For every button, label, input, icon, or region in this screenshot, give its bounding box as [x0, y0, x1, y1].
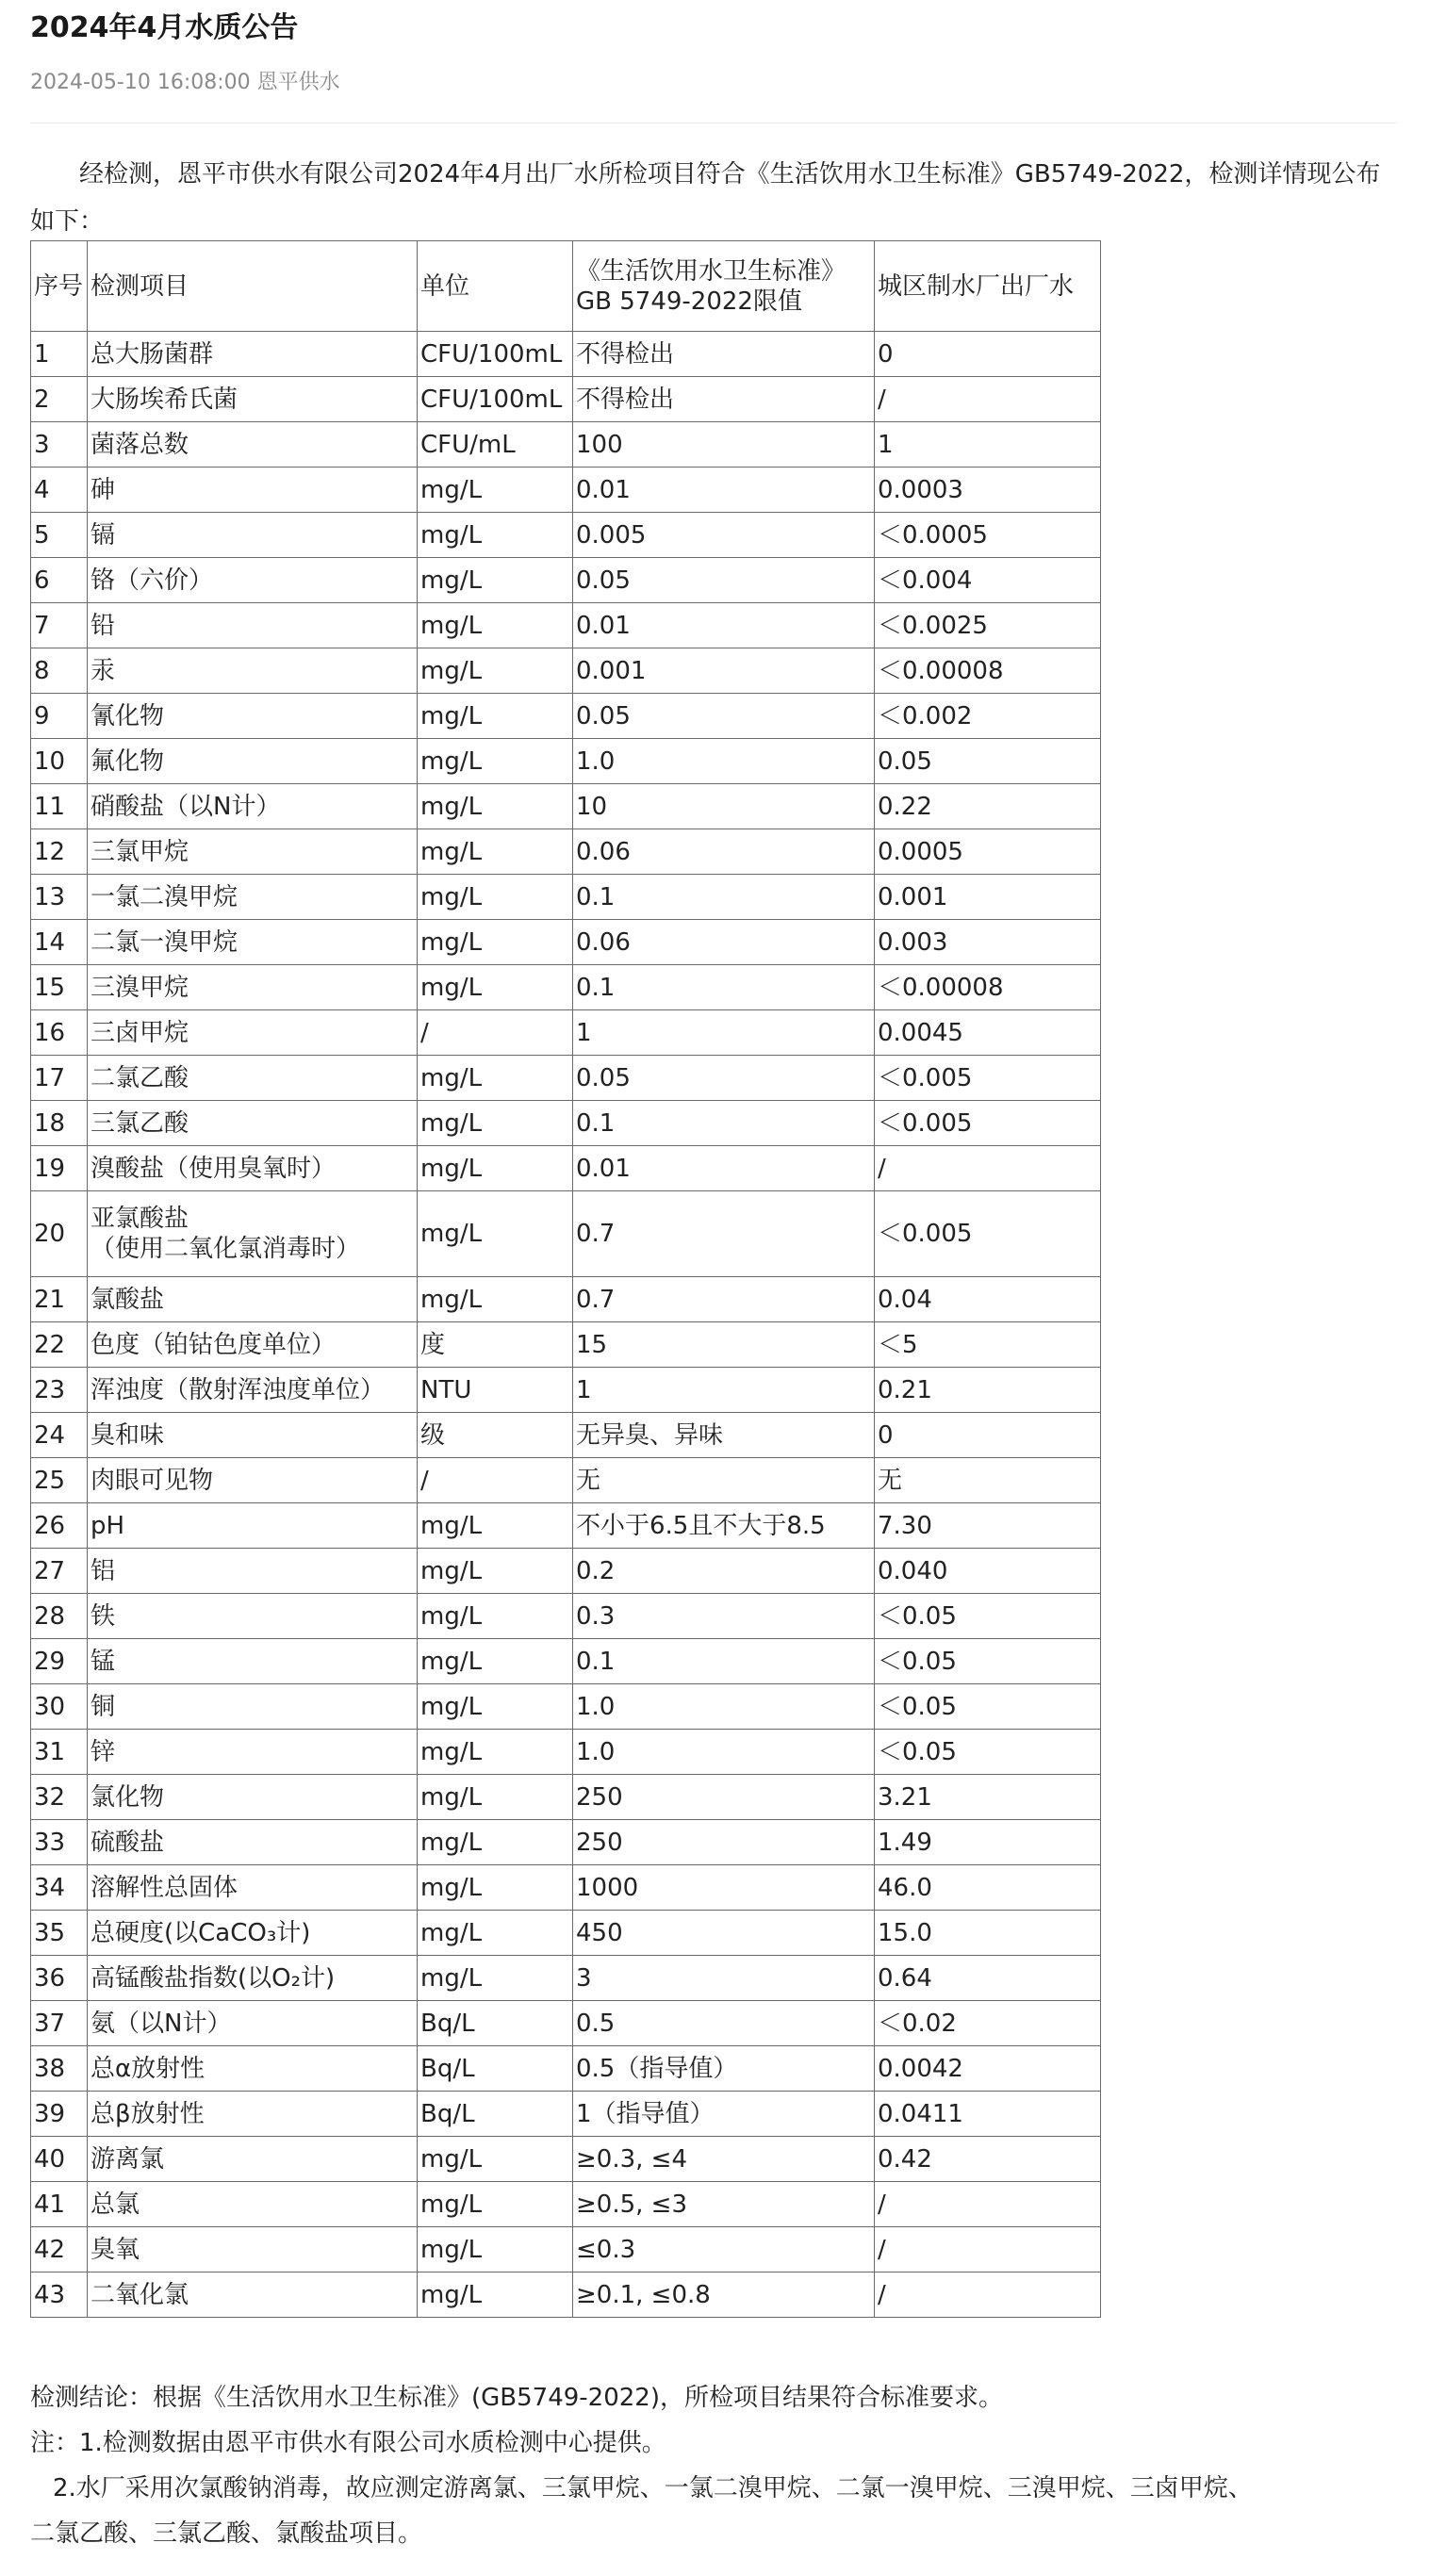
- cell-result: ＜0.005: [875, 1101, 1101, 1146]
- header-limit-line2: GB 5749-2022限值: [576, 287, 802, 316]
- table-row: [31, 1146, 1101, 1191]
- cell-unit: mg/L: [418, 648, 573, 694]
- cell-limit: ≥0.1, ≤0.8: [573, 2272, 875, 2318]
- cell-result: ＜0.02: [875, 2001, 1101, 2046]
- cell-unit: Bq/L: [418, 2092, 573, 2137]
- cell-limit: 1: [573, 1368, 875, 1413]
- cell-limit: 0.1: [573, 1101, 875, 1146]
- table-row: [31, 1056, 1101, 1101]
- cell-limit: 0.05: [573, 694, 875, 739]
- cell-item: 锰: [88, 1639, 418, 1684]
- cell-item: 色度（铂钴色度单位）: [88, 1322, 418, 1368]
- cell-index: 10: [31, 739, 88, 784]
- table-row: [31, 468, 1101, 513]
- cell-limit: 0.2: [573, 1549, 875, 1594]
- cell-limit: 1: [573, 1010, 875, 1056]
- cell-unit: mg/L: [418, 1146, 573, 1191]
- cell-index: 16: [31, 1010, 88, 1056]
- cell-unit: mg/L: [418, 468, 573, 513]
- cell-index: 12: [31, 829, 88, 875]
- cell-result: ＜0.00008: [875, 648, 1101, 694]
- cell-unit: mg/L: [418, 739, 573, 784]
- cell-item: 三卤甲烷: [88, 1010, 418, 1056]
- cell-limit: ≥0.5, ≤3: [573, 2182, 875, 2227]
- cell-limit: 0.01: [573, 1146, 875, 1191]
- table-row: [31, 1639, 1101, 1684]
- cell-item: 二氯乙酸: [88, 1056, 418, 1101]
- cell-limit: 不得检出: [573, 377, 875, 422]
- header-unit: 单位: [418, 241, 573, 332]
- cell-limit: 1000: [573, 1865, 875, 1911]
- cell-unit: mg/L: [418, 1820, 573, 1865]
- cell-index: 15: [31, 965, 88, 1010]
- table-row: [31, 1322, 1101, 1368]
- cell-index: 18: [31, 1101, 88, 1146]
- cell-item: 锌: [88, 1730, 418, 1775]
- cell-limit: 无: [573, 1458, 875, 1503]
- cell-result: ＜0.05: [875, 1594, 1101, 1639]
- cell-limit: 1（指导值）: [573, 2092, 875, 2137]
- cell-item: 肉眼可见物: [88, 1458, 418, 1503]
- cell-unit: mg/L: [418, 1684, 573, 1730]
- conclusion-text: 检测结论：根据《生活饮用水卫生标准》(GB5749-2022)，所检项目结果符合标准要求。: [30, 2384, 1003, 2412]
- table-row: [31, 1191, 1101, 1277]
- table-row: [31, 2001, 1101, 2046]
- cell-item: 铁: [88, 1594, 418, 1639]
- table-row: [31, 513, 1101, 558]
- table-row: [31, 875, 1101, 920]
- cell-index: 2: [31, 377, 88, 422]
- cell-unit: 级: [418, 1413, 573, 1458]
- cell-index: 20: [31, 1191, 88, 1277]
- cell-result: 0.05: [875, 739, 1101, 784]
- cell-item: 镉: [88, 513, 418, 558]
- table-row: [31, 1413, 1101, 1458]
- cell-index: 42: [31, 2227, 88, 2272]
- cell-limit: 0.5: [573, 2001, 875, 2046]
- cell-unit: mg/L: [418, 603, 573, 648]
- cell-index: 34: [31, 1865, 88, 1911]
- cell-limit: 0.01: [573, 603, 875, 648]
- cell-item: 溴酸盐（使用臭氧时）: [88, 1146, 418, 1191]
- table-row: [31, 965, 1101, 1010]
- cell-limit: 不得检出: [573, 332, 875, 377]
- cell-item: 浑浊度（散射浑浊度单位）: [88, 1368, 418, 1413]
- cell-item: 铜: [88, 1684, 418, 1730]
- cell-result: 7.30: [875, 1503, 1101, 1549]
- cell-result: /: [875, 2227, 1101, 2272]
- cell-result: /: [875, 2182, 1101, 2227]
- cell-result: /: [875, 1146, 1101, 1191]
- cell-result: 0.04: [875, 1277, 1101, 1322]
- cell-unit: CFU/100mL: [418, 377, 573, 422]
- cell-unit: mg/L: [418, 965, 573, 1010]
- cell-result: 0.42: [875, 2137, 1101, 2182]
- cell-index: 37: [31, 2001, 88, 2046]
- table-row: [31, 1820, 1101, 1865]
- cell-item: 硫酸盐: [88, 1820, 418, 1865]
- cell-result: ＜0.05: [875, 1684, 1101, 1730]
- table-row: [31, 1775, 1101, 1820]
- cell-item: 二氯一溴甲烷: [88, 920, 418, 965]
- cell-index: 17: [31, 1056, 88, 1101]
- cell-item: 铅: [88, 603, 418, 648]
- cell-unit: mg/L: [418, 1549, 573, 1594]
- cell-unit: mg/L: [418, 694, 573, 739]
- cell-item: 氯化物: [88, 1775, 418, 1820]
- table-row: [31, 1684, 1101, 1730]
- table-row: [31, 603, 1101, 648]
- cell-index: 14: [31, 920, 88, 965]
- cell-index: 40: [31, 2137, 88, 2182]
- cell-unit: mg/L: [418, 558, 573, 603]
- cell-index: 26: [31, 1503, 88, 1549]
- table-row: [31, 422, 1101, 468]
- cell-item: 总氯: [88, 2182, 418, 2227]
- cell-limit: 0.01: [573, 468, 875, 513]
- cell-index: 19: [31, 1146, 88, 1191]
- cell-result: 0: [875, 1413, 1101, 1458]
- table-row: [31, 1956, 1101, 2001]
- table-row: [31, 2092, 1101, 2137]
- cell-index: 6: [31, 558, 88, 603]
- cell-limit: 100: [573, 422, 875, 468]
- cell-limit: 0.3: [573, 1594, 875, 1639]
- cell-index: 31: [31, 1730, 88, 1775]
- cell-limit: 0.06: [573, 920, 875, 965]
- cell-index: 11: [31, 784, 88, 829]
- cell-result: ＜0.005: [875, 1056, 1101, 1101]
- table-row: [31, 784, 1101, 829]
- cell-item: 溶解性总固体: [88, 1865, 418, 1911]
- cell-result: ＜0.0005: [875, 513, 1101, 558]
- cell-unit: mg/L: [418, 1594, 573, 1639]
- cell-unit: /: [418, 1458, 573, 1503]
- cell-result: ＜0.05: [875, 1730, 1101, 1775]
- note-1: 注：1.检测数据由恩平市供水有限公司水质检测中心提供。: [30, 2429, 666, 2457]
- cell-limit: 0.7: [573, 1191, 875, 1277]
- table-row: [31, 1101, 1101, 1146]
- water-quality-table: [30, 240, 1101, 2318]
- cell-limit: 450: [573, 1911, 875, 1956]
- cell-index: 28: [31, 1594, 88, 1639]
- cell-result: 0.001: [875, 875, 1101, 920]
- cell-unit: mg/L: [418, 920, 573, 965]
- cell-unit: NTU: [418, 1368, 573, 1413]
- cell-unit: mg/L: [418, 1775, 573, 1820]
- cell-limit: 0.5（指导值）: [573, 2046, 875, 2092]
- cell-index: 29: [31, 1639, 88, 1684]
- conclusion-block: [30, 2375, 1416, 2556]
- cell-index: 9: [31, 694, 88, 739]
- table-row: [31, 2227, 1101, 2272]
- cell-item: 总α放射性: [88, 2046, 418, 2092]
- cell-result: ＜0.002: [875, 694, 1101, 739]
- cell-unit: mg/L: [418, 1639, 573, 1684]
- cell-item: 氨（以N计）: [88, 2001, 418, 2046]
- cell-item: 总β放射性: [88, 2092, 418, 2137]
- cell-result: ＜0.00008: [875, 965, 1101, 1010]
- cell-index: 13: [31, 875, 88, 920]
- table-row: [31, 1368, 1101, 1413]
- table-row: [31, 1503, 1101, 1549]
- table-row: [31, 1730, 1101, 1775]
- cell-result: 0.003: [875, 920, 1101, 965]
- cell-result: 0.0003: [875, 468, 1101, 513]
- cell-item: 游离氯: [88, 2137, 418, 2182]
- cell-limit: 1.0: [573, 739, 875, 784]
- cell-unit: Bq/L: [418, 2046, 573, 2092]
- cell-item: 汞: [88, 648, 418, 694]
- cell-item: [88, 1191, 418, 1277]
- table-row: [31, 1594, 1101, 1639]
- cell-item: 总硬度(以CaCO₃计): [88, 1911, 418, 1956]
- page-title: 2024年4月水质公告: [30, 11, 299, 44]
- table-row: [31, 648, 1101, 694]
- cell-limit: 1.0: [573, 1730, 875, 1775]
- cell-limit: 无异臭、异味: [573, 1413, 875, 1458]
- cell-unit: mg/L: [418, 1503, 573, 1549]
- cell-limit: 250: [573, 1775, 875, 1820]
- table-row: [31, 1865, 1101, 1911]
- cell-index: 21: [31, 1277, 88, 1322]
- cell-unit: mg/L: [418, 1911, 573, 1956]
- cell-result: 3.21: [875, 1775, 1101, 1820]
- cell-index: 27: [31, 1549, 88, 1594]
- cell-item: 氰化物: [88, 694, 418, 739]
- cell-result: ＜5: [875, 1322, 1101, 1368]
- table-body: [31, 332, 1101, 2318]
- cell-result: 0.040: [875, 1549, 1101, 1594]
- cell-index: 3: [31, 422, 88, 468]
- cell-item: 臭氧: [88, 2227, 418, 2272]
- cell-index: 30: [31, 1684, 88, 1730]
- table-row: [31, 377, 1101, 422]
- cell-unit: mg/L: [418, 2182, 573, 2227]
- cell-index: 4: [31, 468, 88, 513]
- cell-result: /: [875, 377, 1101, 422]
- cell-result: ＜0.0025: [875, 603, 1101, 648]
- cell-result: 1: [875, 422, 1101, 468]
- cell-result: 0.22: [875, 784, 1101, 829]
- cell-result: 0.0042: [875, 2046, 1101, 2092]
- cell-item: 铬（六价）: [88, 558, 418, 603]
- cell-unit: CFU/100mL: [418, 332, 573, 377]
- cell-item: 大肠埃希氏菌: [88, 377, 418, 422]
- table-row: [31, 1458, 1101, 1503]
- cell-index: 32: [31, 1775, 88, 1820]
- cell-unit: mg/L: [418, 1730, 573, 1775]
- table-row: [31, 1549, 1101, 1594]
- cell-unit: /: [418, 1010, 573, 1056]
- cell-unit: mg/L: [418, 829, 573, 875]
- publish-meta: 2024-05-10 16:08:00 恩平供水: [30, 71, 340, 94]
- cell-limit: 10: [573, 784, 875, 829]
- cell-limit: ≤0.3: [573, 2227, 875, 2272]
- cell-item: 总大肠菌群: [88, 332, 418, 377]
- cell-result: 0.0411: [875, 2092, 1101, 2137]
- cell-unit: mg/L: [418, 2272, 573, 2318]
- cell-unit: mg/L: [418, 1056, 573, 1101]
- cell-index: 36: [31, 1956, 88, 2001]
- cell-limit: 0.005: [573, 513, 875, 558]
- table-row: [31, 2137, 1101, 2182]
- header-item: 检测项目: [88, 241, 418, 332]
- cell-result: ＜0.005: [875, 1191, 1101, 1277]
- cell-index: 39: [31, 2092, 88, 2137]
- table-row: [31, 739, 1101, 784]
- cell-item-line2: （使用二氧化氯消毒时）: [90, 1235, 361, 1263]
- header-limit: [573, 241, 875, 332]
- cell-unit: CFU/mL: [418, 422, 573, 468]
- table-row: [31, 2046, 1101, 2092]
- cell-limit: 0.7: [573, 1277, 875, 1322]
- header-index: 序号: [31, 241, 88, 332]
- table-row: [31, 920, 1101, 965]
- table-row: [31, 2182, 1101, 2227]
- cell-limit: 不小于6.5且不大于8.5: [573, 1503, 875, 1549]
- table-row: [31, 694, 1101, 739]
- cell-index: 24: [31, 1413, 88, 1458]
- cell-limit: 0.1: [573, 1639, 875, 1684]
- cell-limit: 0.06: [573, 829, 875, 875]
- cell-result: ＜0.004: [875, 558, 1101, 603]
- cell-item: 氯酸盐: [88, 1277, 418, 1322]
- cell-item: 三溴甲烷: [88, 965, 418, 1010]
- cell-index: 33: [31, 1820, 88, 1865]
- cell-index: 23: [31, 1368, 88, 1413]
- cell-item: 一氯二溴甲烷: [88, 875, 418, 920]
- note-2-line1: 2.水厂采用次氯酸钠消毒，故应测定游离氯、三氯甲烷、一氯二溴甲烷、二氯一溴甲烷、三溴甲烷、三卤甲烷、: [53, 2474, 1253, 2502]
- cell-result: 0.21: [875, 1368, 1101, 1413]
- cell-index: 1: [31, 332, 88, 377]
- cell-result: ＜0.05: [875, 1639, 1101, 1684]
- table-row: [31, 1911, 1101, 1956]
- cell-result: /: [875, 2272, 1101, 2318]
- cell-result: 1.49: [875, 1820, 1101, 1865]
- cell-index: 8: [31, 648, 88, 694]
- cell-index: 22: [31, 1322, 88, 1368]
- cell-result: 46.0: [875, 1865, 1101, 1911]
- cell-result: 无: [875, 1458, 1101, 1503]
- cell-limit: 250: [573, 1820, 875, 1865]
- cell-unit: Bq/L: [418, 2001, 573, 2046]
- cell-unit: mg/L: [418, 513, 573, 558]
- cell-item: 高锰酸盐指数(以O₂计): [88, 1956, 418, 2001]
- cell-result: 0.0005: [875, 829, 1101, 875]
- header-result: 城区制水厂出厂水: [875, 241, 1101, 332]
- cell-limit: 0.05: [573, 558, 875, 603]
- cell-limit: ≥0.3, ≤4: [573, 2137, 875, 2182]
- cell-item: pH: [88, 1503, 418, 1549]
- cell-unit: mg/L: [418, 784, 573, 829]
- cell-index: 7: [31, 603, 88, 648]
- cell-index: 35: [31, 1911, 88, 1956]
- cell-unit: mg/L: [418, 2137, 573, 2182]
- cell-item: 砷: [88, 468, 418, 513]
- table-row: [31, 1010, 1101, 1056]
- header-limit-line1: 《生活饮用水卫生标准》: [576, 256, 846, 286]
- cell-item: 三氯甲烷: [88, 829, 418, 875]
- cell-item-line1: 亚氯酸盐: [90, 1205, 189, 1233]
- cell-result: 0.64: [875, 1956, 1101, 2001]
- cell-item: 臭和味: [88, 1413, 418, 1458]
- cell-item: 二氧化氯: [88, 2272, 418, 2318]
- cell-index: 38: [31, 2046, 88, 2092]
- table-header-row: [31, 241, 1101, 332]
- cell-index: 43: [31, 2272, 88, 2318]
- cell-limit: 15: [573, 1322, 875, 1368]
- cell-unit: mg/L: [418, 1277, 573, 1322]
- cell-limit: 0.001: [573, 648, 875, 694]
- cell-result: 0: [875, 332, 1101, 377]
- cell-limit: 0.05: [573, 1056, 875, 1101]
- cell-result: 0.0045: [875, 1010, 1101, 1056]
- note-2-line2: 二氯乙酸、三氯乙酸、氯酸盐项目。: [30, 2519, 423, 2548]
- cell-index: 25: [31, 1458, 88, 1503]
- cell-unit: mg/L: [418, 1191, 573, 1277]
- cell-index: 41: [31, 2182, 88, 2227]
- cell-item: 铝: [88, 1549, 418, 1594]
- cell-unit: mg/L: [418, 1865, 573, 1911]
- table-row: [31, 2272, 1101, 2318]
- cell-unit: mg/L: [418, 1956, 573, 2001]
- table-row: [31, 829, 1101, 875]
- cell-limit: 3: [573, 1956, 875, 2001]
- cell-item: 菌落总数: [88, 422, 418, 468]
- cell-unit: mg/L: [418, 2227, 573, 2272]
- cell-limit: 0.1: [573, 965, 875, 1010]
- table-row: [31, 332, 1101, 377]
- cell-index: 5: [31, 513, 88, 558]
- cell-unit: 度: [418, 1322, 573, 1368]
- table-row: [31, 1277, 1101, 1322]
- cell-unit: mg/L: [418, 1101, 573, 1146]
- cell-limit: 1.0: [573, 1684, 875, 1730]
- cell-item: 三氯乙酸: [88, 1101, 418, 1146]
- cell-limit: 0.1: [573, 875, 875, 920]
- cell-unit: mg/L: [418, 875, 573, 920]
- intro-paragraph: 经检测，恩平市供水有限公司2024年4月出厂水所检项目符合《生活饮用水卫生标准》GB5749-2022，检测详情现公布如下：: [30, 160, 1381, 236]
- cell-item: 氟化物: [88, 739, 418, 784]
- cell-item: 硝酸盐（以N计）: [88, 784, 418, 829]
- table-row: [31, 558, 1101, 603]
- cell-result: 15.0: [875, 1911, 1101, 1956]
